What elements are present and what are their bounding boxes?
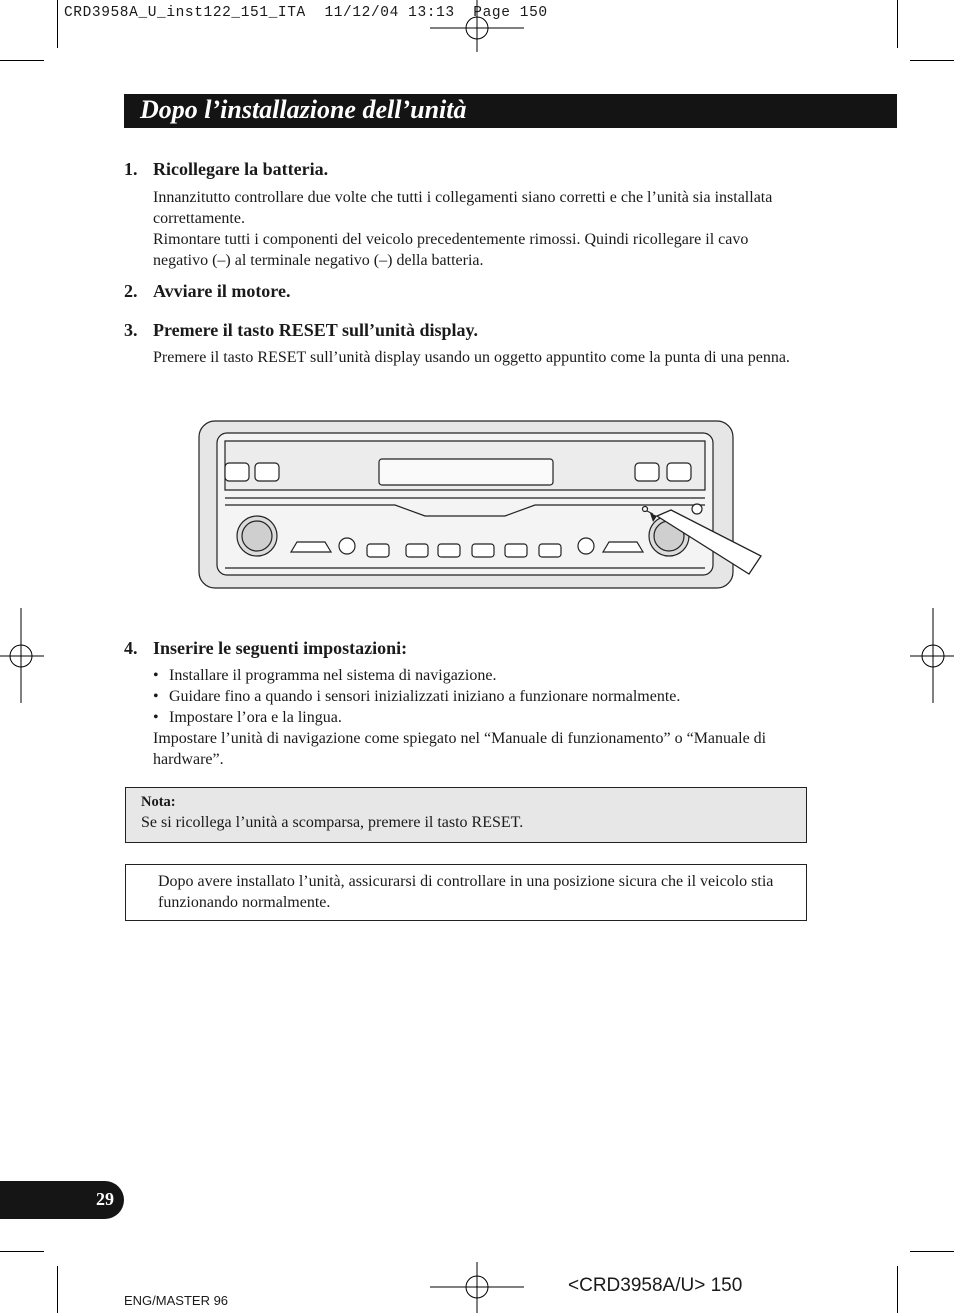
footer-master: ENG/MASTER 96	[124, 1293, 229, 1308]
step-1-body	[153, 187, 803, 271]
print-slug	[64, 5, 548, 21]
slug-page: Page 150	[473, 5, 548, 21]
page-title: Dopo l’installazione dell’unità	[140, 95, 467, 124]
list-item: • Installare il programma nel sistema di navigazione.	[153, 665, 803, 686]
step-3-paragraph: Premere il tasto RESET sull’unità display usando un oggetto appuntito come la punta di una penna.	[153, 349, 790, 366]
step-4-body	[153, 665, 803, 770]
head-unit-illustration	[195, 418, 770, 593]
warning-text: Dopo avere installato l’unità, assicurarsi di controllare in una posizione sicura che il veicolo stia funzionando normalmente.	[158, 873, 774, 911]
step-2-heading: 2. Avviare il motore.	[124, 281, 291, 301]
slug-datetime: 11/12/04 13:13	[324, 5, 455, 21]
page-number-tab	[0, 1181, 124, 1219]
step-3-body	[153, 347, 803, 368]
footer-code: <CRD3958A/U> 150	[568, 1275, 743, 1296]
step-1-heading: 1. Ricollegare la batteria.	[124, 159, 329, 179]
step-4-closing: Impostare l’unità di navigazione come spiegato nel “Manuale di funzionamento” o “Manuale di hardware”.	[153, 730, 767, 768]
note-box	[125, 787, 807, 843]
step-4-heading: 4. Inserire le seguenti impostazioni:	[124, 638, 408, 658]
note-label: Nota:	[141, 794, 176, 810]
list-item: • Impostare l’ora e la lingua.	[153, 707, 803, 728]
warning-box	[125, 864, 807, 921]
slug-file: CRD3958A_U_inst122_151_ITA	[64, 5, 306, 21]
note-text: Se si ricollega l’unità a scomparsa, premere il tasto RESET.	[141, 814, 524, 831]
title-bar	[124, 94, 897, 128]
step-1-paragraph: Rimontare tutti i componenti del veicolo precedentemente rimossi. Quindi ricollegare il cavo negativo (–) al terminale negativo (–) della batteria.	[153, 231, 749, 269]
list-item: • Guidare fino a quando i sensori inizializzati iniziano a funzionare normalmente.	[153, 686, 803, 707]
settings-list	[153, 665, 803, 728]
step-1-paragraph: Innanzitutto controllare due volte che tutti i collegamenti siano corretti e che l’unità sia installata correttamente.	[153, 189, 773, 227]
step-3-heading: 3. Premere il tasto RESET sull’unità display.	[124, 320, 479, 340]
page-number: 29	[96, 1189, 114, 1209]
